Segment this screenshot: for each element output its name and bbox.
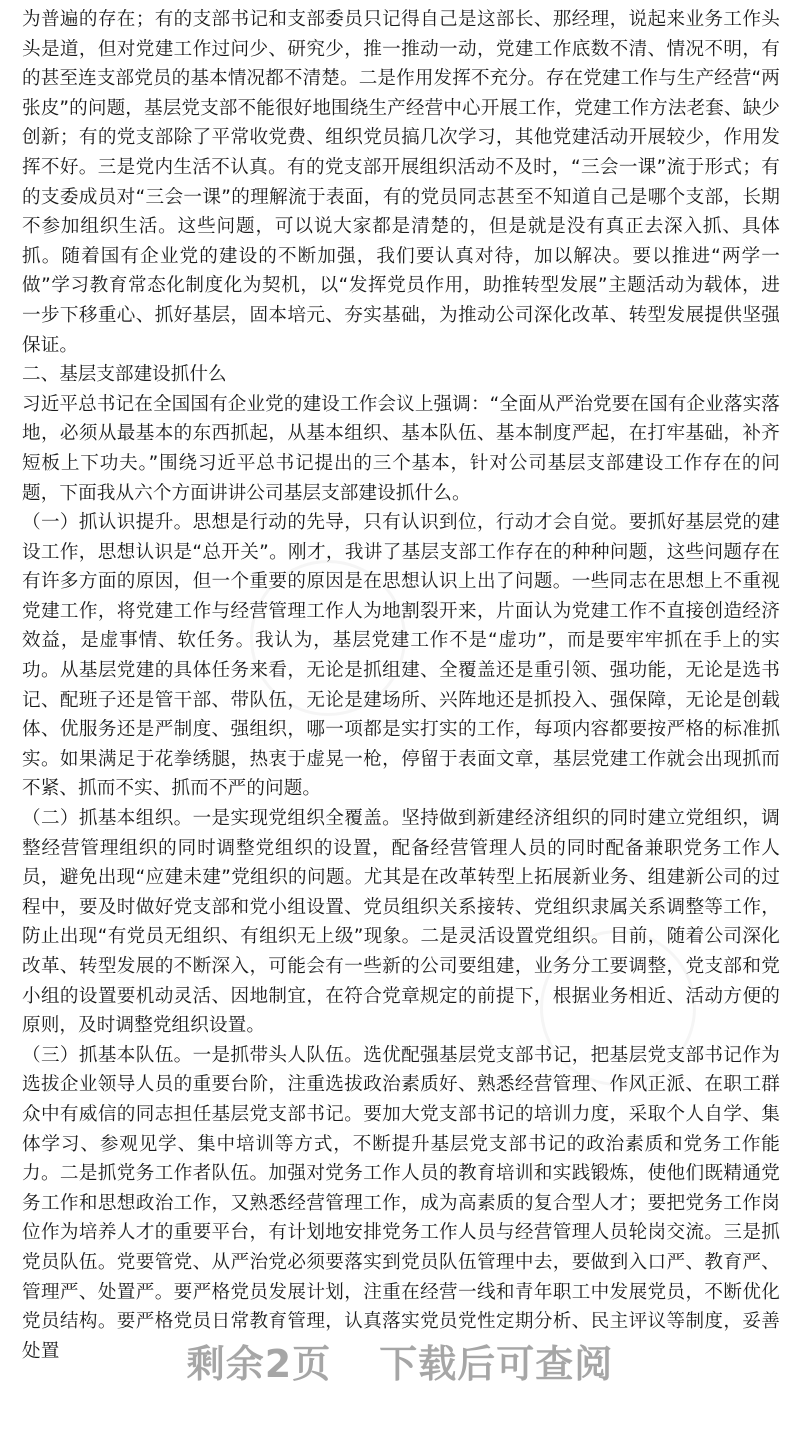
remaining-pages-label: 剩余2页 [186,1341,332,1386]
download-hint-label[interactable]: 下载后可查阅 [379,1341,614,1386]
preview-footer [0,1330,800,1390]
paragraph-quote: 习近平总书记在全国国有企业党的建设工作会议上强调：“全面从严治党要在国有企业落实落地，必须从最基本的东西抓起，从基本组织、基本队伍、基本制度严起，在打牢基础，补齐短板上下功夫。”围绕习近平总书记提出的三个基本，针对公司基层支部建设工作存在的问题，下面我从六个方面讲讲公司基层支部建设抓什么。 [22,393,780,504]
section-heading: 二、基层支部建设抓什么 [22,364,227,386]
paragraph-problems: 为普遍的存在；有的支部书记和支部委员只记得自己是这部长、那经理，说起来业务工作头头是道，但对党建工作过问少、研究少，推一推动一动，党建工作底数不清、情况不明，有的甚至连支部党员的基本情况都不清楚。二是作用发挥不充分。存在党建工作与生产经营“两张皮”的问题，基层党支部不能很好地围绕生产经营中心开展工作，党建工作方法老套、缺少创新；有的党支部除了平常收党费、组织党员搞几次学习，其他党建活动开展较少，作用发挥不好。三是党内生活不认真。有的党支部开展组织活动不及时，“三会一课”流于形式；有的支委成员对“三会一课”的理解流于表面，有的党员同志甚至不知道自己是哪个支部，长期不参加组织生活。这些问题，可以说大家都是清楚的，但是就是没有真正去深入抓、具体抓。随着国有企业党的建设的不断加强，我们要认真对待，加以解决。要以推进“两学一做”学习教育常态化制度化为契机，以“发挥党员作用，助推转型发展”主题活动为载体，进一步下移重心、抓好基层，固本培元、夯实基础，为推动公司深化改革、转型发展提供坚强保证。 [22,9,780,356]
paragraph-item-1: （一）抓认识提升。思想是行动的先导，只有认识到位，行动才会自觉。要抓好基层党的建设工作，思想认识是“总开关”。刚才，我讲了基层支部工作存在的种种问题，这些问题存在有许多方面的原因，但一个重要的原因是在思想认识上出了问题。一些同志在思想上不重视党建工作，将党建工作与经营管理工作人为地割裂开来，片面认为党建工作不直接创造经济效益，是虚事情、软任务。我认为，基层党建工作不是“虚功”，而是要牢牢抓在手上的实功。从基层党建的具体任务来看，无论是抓组建、全覆盖还是重引领、强功能，无论是选书记、配班子还是管干部、带队伍，无论是建场所、兴阵地还是抓投入、强保障，无论是创载体、优服务还是严制度、强组织，哪一项都是实打实的工作，每项内容都要按严格的标准抓实。如果满足于花拳绣腿，热衷于虚晃一枪，停留于表面文章，基层党建工作就会出现抓而不紧、抓而不实、抓而不严的问题。 [22,512,780,800]
paragraph-item-3: （三）抓基本队伍。一是抓带头人队伍。选优配强基层党支部书记，把基层党支部书记作为选拔企业领导人员的重要台阶，注重选拔政治素质好、熟悉经营管理、作风正派、在职工群众中有威信的同志担任基层党支部书记。要加大党支部书记的培训力度，采取个人自学、集体学习、参观见学、集中培训等方式，不断提升基层党支部书记的政治素质和党务工作能力。二是抓党务工作者队伍。加强对党务工作人员的教育培训和实践锻炼，使他们既精通党务工作和思想政治工作，又熟悉经营管理工作，成为高素质的复合型人才；要把党务工作岗位作为培养人才的重要平台，有计划地安排党务工作人员与经营管理人员轮岗交流。三是抓党员队伍。党要管党、从严治党必须要落实到党员队伍管理中去，要做到入口严、教育严、管理严、处置严。要严格党员发展计划，注重在经营一线和青年职工中发展党员，不断优化党员结构。要严格党员日常教育管理，认真落实党员党性定期分析、民主评议等制度，妥善处置 [22,1044,780,1362]
document-body [22,5,780,1366]
paragraph-item-2: （二）抓基本组织。一是实现党组织全覆盖。坚持做到新建经济组织的同时建立党组织，调整经营管理组织的同时调整党组织的设置，配备经营管理人员的同时配备兼职党务工作人员，避免出现“应建未建”党组织的问题。尤其是在改革转型上拓展新业务、组建新公司的过程中，要及时做好党支部和党小组设置、党员组织关系接转、党组织隶属关系调整等工作，防止出现“有党员无组织、有组织无上级”现象。二是灵活设置党组织。目前，随着公司深化改革、转型发展的不断深入，可能会有一些新的公司要组建，业务分工要调整，党支部和党小组的设置要机动灵活、因地制宜，在符合党章规定的前提下，根据业务相近、活动方便的原则，及时调整党组织设置。 [22,808,780,1037]
